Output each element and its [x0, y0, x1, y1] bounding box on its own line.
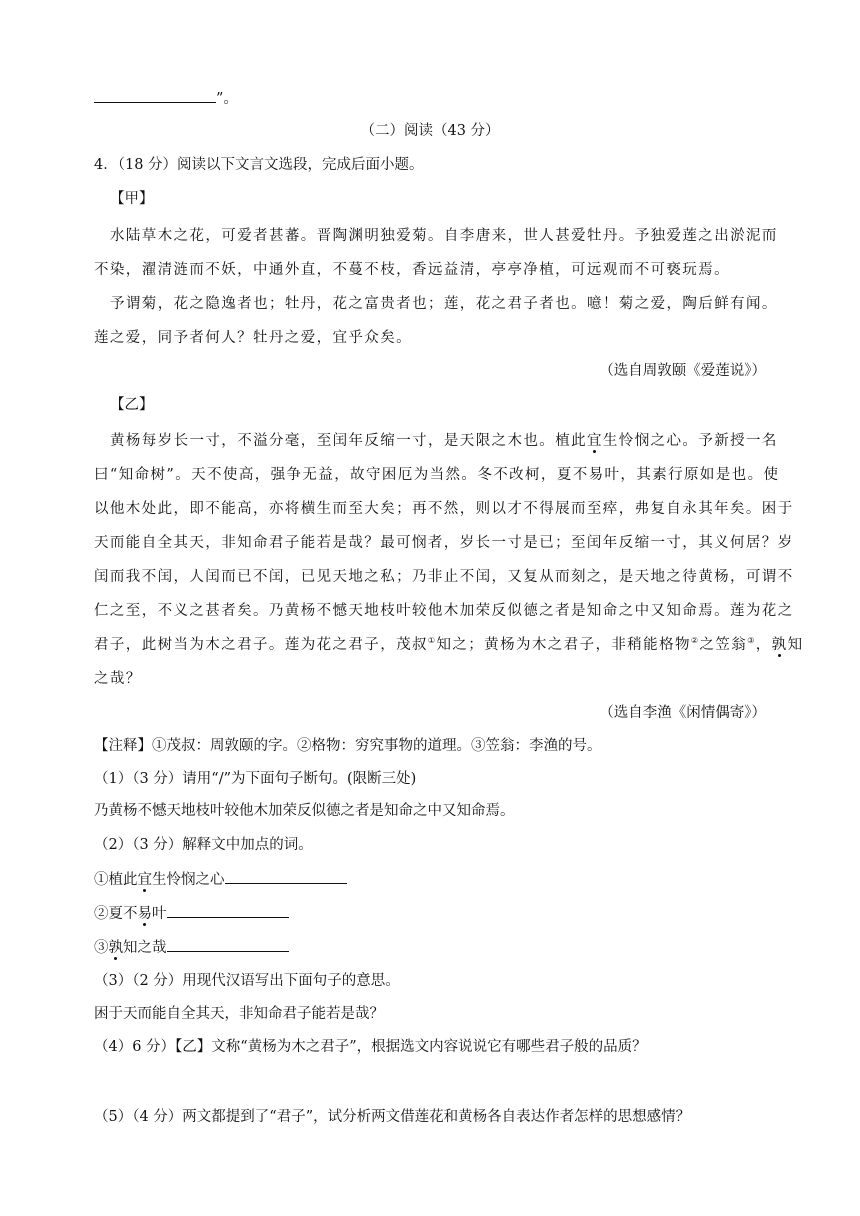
passage-a-line: 莲之爱，同予者何人？牡丹之爱，宜乎众矣。	[94, 330, 412, 346]
answer-blank[interactable]	[167, 937, 289, 952]
dotted-word: 宜	[587, 433, 603, 449]
passage-b-line: 天而能自全其天，非知命君子能若是哉？最可悯者，岁长一寸是已；至闰年反缩一寸，其义何居？岁	[94, 535, 794, 551]
passage-b-line: 曰“知命树”。天不使高，强争无益，故守困厄为当然。冬不改柯，夏不易叶，其素行原如是也。使	[94, 467, 780, 483]
passage-b-source: （选自李渔《闲情偶寄》）	[599, 705, 766, 721]
annotation-note: 【注释】①茂叔：周敦颐的字。②格物：穷究事物的道理。③笠翁：李渔的号。	[94, 738, 602, 754]
dotted-word: 孰	[108, 940, 123, 956]
dotted-word: 孰	[771, 637, 788, 653]
word-item-2: ②夏不易叶	[94, 903, 766, 924]
passage-a-line: 水陆草木之花，可爱者甚蕃。晋陶渊明独爱菊。自李唐来，世人甚爱牡丹。予独爱莲之出淤泥而	[110, 228, 778, 244]
section-title: （二）阅读（43 分）	[360, 123, 500, 139]
sub-question-3: （3）（2 分）用现代汉语写出下面句子的意思。	[94, 973, 400, 989]
answer-blank[interactable]	[225, 869, 347, 884]
dotted-word: 宜	[137, 872, 152, 888]
dotted-word: 易	[137, 906, 152, 922]
sub-question-5: （5）（4 分）两文都提到了“君子”，试分析两文借莲花和黄杨各自表达作者怎样的思想感情？	[94, 1109, 691, 1125]
answer-blank[interactable]	[94, 88, 216, 103]
sub-question-1-sentence: 乃黄杨不憾天地枝叶较他木加荣反似德之者是知命之中又知命焉。	[94, 803, 515, 819]
sub-question-1: （1）（3 分）请用“/”为下面句子断句。(限断三处)	[94, 771, 417, 787]
passage-b-line: 以他木处此，即不能高，亦将横生而至大矣；再不然，则以才不得展而至瘁，弗复自永其年矣。困于	[94, 501, 794, 517]
passage-a-line: 予谓菊，花之隐逸者也；牡丹，花之富贵者也；莲，花之君子者也。噫！菊之爱，陶后鲜有闻。	[110, 296, 778, 312]
sub-question-2: （2）（3 分）解释文中加点的词。	[94, 837, 313, 853]
passage-a-label: 【甲】	[110, 191, 154, 207]
answer-blank[interactable]	[167, 903, 289, 918]
passage-b-line: 闰而我不闰，人闰而已不闰，已见天地之私；乃非止不闰，又复从而刻之，是天地之待黄杨，可谓不	[94, 569, 794, 585]
passage-b-line: 君子，此树当为木之君子。莲为花之君子，茂叔①知之；黄杨为木之君子，非稍能格物②之笠翁③，孰知	[94, 636, 804, 653]
sub-question-3-sentence: 困于天而能自全其天，非知命君子能若是哉？	[94, 1006, 384, 1022]
word-item-1: ①植此宜生怜悯之心	[94, 869, 766, 890]
question-4-intro: 4．（18 分）阅读以下文言文选段，完成后面小题。	[94, 157, 424, 173]
answer-line-previous: ”。	[94, 88, 766, 109]
word-item-3: ③孰知之哉	[94, 937, 766, 958]
passage-a-line: 不染，濯清涟而不妖，中通外直，不蔓不枝，香远益清，亭亭净植，可远观而不可亵玩焉。	[94, 262, 730, 278]
passage-b-line: 之哉？	[94, 671, 142, 687]
passage-b-label: 【乙】	[110, 397, 154, 413]
passage-b-line: 黄杨每岁长一寸，不溢分毫，至闰年反缩一寸，是天限之木也。植此宜生怜悯之心。予新授一名	[110, 433, 778, 449]
passage-b-line: 仁之至，不义之甚者矣。乃黄杨不憾天地枝叶较他木加荣反似德之者是知命之中又知命焉。莲为花之	[94, 603, 794, 619]
passage-a-source: （选自周敦颐《爱莲说》）	[599, 363, 766, 379]
sub-question-4: （4）6 分）【乙】文称“黄杨为木之君子”，根据选文内容说说它有哪些君子般的品质？	[94, 1039, 647, 1055]
